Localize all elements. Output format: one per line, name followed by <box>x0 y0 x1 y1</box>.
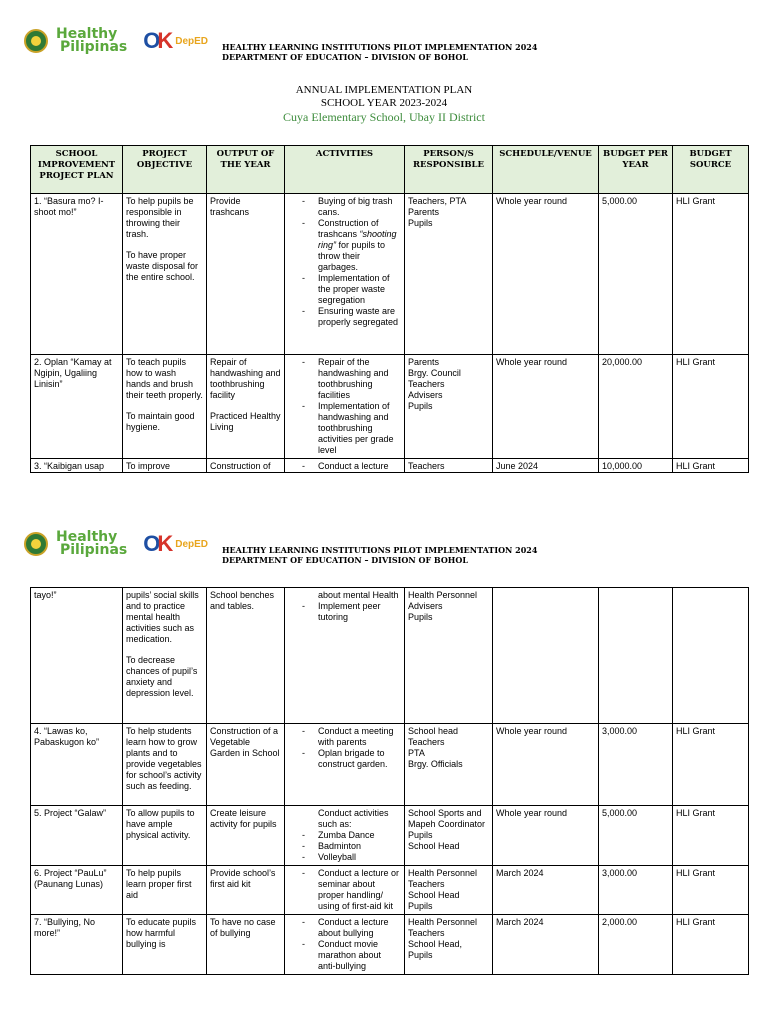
logo-area <box>24 28 208 54</box>
output-cell: To have no case of bullying <box>207 915 285 975</box>
col-header-objective: PROJECT OBJECTIVE <box>123 146 207 194</box>
schedule-cell: March 2024 <box>493 866 599 915</box>
activities-cell: - Repair of the handwashing and toothbrushing facilities - Implementation of handwashing and toothbrushing activities per grade level <box>285 355 405 459</box>
persons-cell: Health Personnel Advisers Pupils <box>405 588 493 724</box>
col-header-activities: ACTIVITIES <box>285 146 405 194</box>
ok-deped-logo: O K DepED <box>143 28 209 53</box>
schedule-cell: Whole year round <box>493 355 599 459</box>
persons-cell: Teachers, PTA Parents Pupils <box>405 194 493 355</box>
plan-cell: 1. “Basura mo? I-shoot mo!” <box>31 194 123 355</box>
logo-area <box>24 531 208 557</box>
table-row <box>31 355 749 459</box>
output-cell: Provide school’s first aid kit <box>207 866 285 915</box>
activities-cell: - Buying of big trash cans. - Construction of trashcans “shooting ring” for pupils to throw their garbages. - Implementation of the proper waste segregation - Ensuring waste are properly segregated <box>285 194 405 355</box>
header-line-1: HEALTHY LEARNING INSTITUTIONS PILOT IMPLEMENTATION 2024 <box>222 545 538 555</box>
col-header-plan: SCHOOL IMPROVEMENT PROJECT PLAN <box>31 146 123 194</box>
activities-cell: about mental Health - Implement peer tutoring <box>285 588 405 724</box>
plan-cell: 4. “Lawas ko, Pabaskugon ko” <box>31 724 123 806</box>
budget-cell: 20,000.00 <box>599 355 673 459</box>
output-cell: Provide trashcans <box>207 194 285 355</box>
source-cell: HLI Grant <box>673 194 749 355</box>
plan-cell: tayo!” <box>31 588 123 724</box>
schedule-cell <box>493 588 599 724</box>
schedule-cell: Whole year round <box>493 724 599 806</box>
budget-cell: 3,000.00 <box>599 724 673 806</box>
source-cell <box>673 588 749 724</box>
schedule-cell: Whole year round <box>493 806 599 866</box>
header-text <box>222 545 537 565</box>
persons-cell: Health Personnel Teachers School Head, Pupils <box>405 915 493 975</box>
budget-cell: 10,000.00 <box>599 459 673 473</box>
plan-cell: 2. Oplan “Kamay at Ngipin, Ugaliing Linisin” <box>31 355 123 459</box>
source-cell: HLI Grant <box>673 459 749 473</box>
deped-seal-icon <box>24 532 48 556</box>
header-line-2: DEPARTMENT OF EDUCATION – DIVISION OF BOHOL <box>222 555 468 565</box>
objective-cell: To allow pupils to have ample physical activity. <box>123 806 207 866</box>
table-row <box>31 588 749 724</box>
budget-cell: 3,000.00 <box>599 866 673 915</box>
output-cell: School benches and tables. <box>207 588 285 724</box>
col-header-persons: PERSON/S RESPONSIBLE <box>405 146 493 194</box>
activities-cell: - Conduct a meeting with parents - Oplan brigade to construct garden. <box>285 724 405 806</box>
plan-cell: 7. “Bullying, No more!” <box>31 915 123 975</box>
table-header-row <box>31 146 749 194</box>
table-row <box>31 915 749 975</box>
header-line-1: HEALTHY LEARNING INSTITUTIONS PILOT IMPLEMENTATION 2024 <box>222 42 538 52</box>
objective-cell: To help pupils be responsible in throwing their trash. To have proper waste disposal for the entire school. <box>123 194 207 355</box>
table-row <box>31 866 749 915</box>
col-header-source: BUDGET SOURCE <box>673 146 749 194</box>
budget-cell: 2,000.00 <box>599 915 673 975</box>
source-cell: HLI Grant <box>673 866 749 915</box>
objective-cell: To help students learn how to grow plants and to provide vegetables for school’s activity such as feeding. <box>123 724 207 806</box>
header-text <box>222 42 537 62</box>
objective-cell: To help pupils learn proper first aid <box>123 866 207 915</box>
activities-cell: - Conduct a lecture or seminar about proper handling/ using of first-aid kit <box>285 866 405 915</box>
persons-cell: Teachers <box>405 459 493 473</box>
objective-cell: To teach pupils how to wash hands and brush their teeth properly. To maintain good hygiene. <box>123 355 207 459</box>
schedule-cell: March 2024 <box>493 915 599 975</box>
objective-cell: To educate pupils how harmful bullying is <box>123 915 207 975</box>
source-cell: HLI Grant <box>673 355 749 459</box>
schedule-cell: Whole year round <box>493 194 599 355</box>
plan-cell: 3. “Kaibigan usap <box>31 459 123 473</box>
table-row <box>31 459 749 473</box>
col-header-schedule: SCHEDULE/VENUE <box>493 146 599 194</box>
output-cell: Construction of <box>207 459 285 473</box>
activities-cell: - Conduct a lecture <box>285 459 405 473</box>
persons-cell: School Sports and Mapeh Coordinator Pupils School Head <box>405 806 493 866</box>
healthy-pilipinas-logo: Healthy Pilipinas <box>56 26 128 55</box>
col-header-budget: BUDGET PER YEAR <box>599 146 673 194</box>
budget-cell: 5,000.00 <box>599 194 673 355</box>
persons-cell: Parents Brgy. Council Teachers Advisers Pupils <box>405 355 493 459</box>
source-cell: HLI Grant <box>673 915 749 975</box>
activities-cell: Conduct activities such as: - Zumba Dance - Badminton - Volleyball <box>285 806 405 866</box>
plan-cell: 6. Project “PauLu” (Paunang Lunas) <box>31 866 123 915</box>
output-cell: Construction of a Vegetable Garden in School <box>207 724 285 806</box>
output-cell: Repair of handwashing and toothbrushing facility Practiced Healthy Living <box>207 355 285 459</box>
plan-title: ANNUAL IMPLEMENTATION PLAN <box>295 84 473 96</box>
school-year: SCHOOL YEAR 2023-2024 <box>320 97 448 109</box>
deped-seal-icon <box>24 29 48 53</box>
healthy-pilipinas-logo: Healthy Pilipinas <box>56 529 128 558</box>
header-line-2: DEPARTMENT OF EDUCATION – DIVISION OF BOHOL <box>222 52 468 62</box>
school-name: Cuya Elementary School, Ubay II District <box>283 110 485 124</box>
table-row <box>31 806 749 866</box>
table-row <box>31 194 749 355</box>
budget-cell: 5,000.00 <box>599 806 673 866</box>
source-cell: HLI Grant <box>673 806 749 866</box>
budget-cell <box>599 588 673 724</box>
schedule-cell: June 2024 <box>493 459 599 473</box>
plan-cell: 5. Project “Galaw” <box>31 806 123 866</box>
ok-deped-logo: O K DepED <box>143 531 209 556</box>
activities-cell: - Conduct a lecture about bullying - Conduct movie marathon about anti-bullying <box>285 915 405 975</box>
persons-cell: Health Personnel Teachers School Head Pupils <box>405 866 493 915</box>
objective-cell: pupils’ social skills and to practice mental health activities such as medication. To decrease chances of pupil’s anxiety and depression level. <box>123 588 207 724</box>
output-cell: Create leisure activity for pupils <box>207 806 285 866</box>
plan-table-page-1 <box>30 145 749 473</box>
persons-cell: School head Teachers PTA Brgy. Officials <box>405 724 493 806</box>
plan-table-page-2 <box>30 587 749 975</box>
col-header-output: OUTPUT OF THE YEAR <box>207 146 285 194</box>
objective-cell: To improve <box>123 459 207 473</box>
source-cell: HLI Grant <box>673 724 749 806</box>
document-titles <box>0 84 768 125</box>
table-row <box>31 724 749 806</box>
